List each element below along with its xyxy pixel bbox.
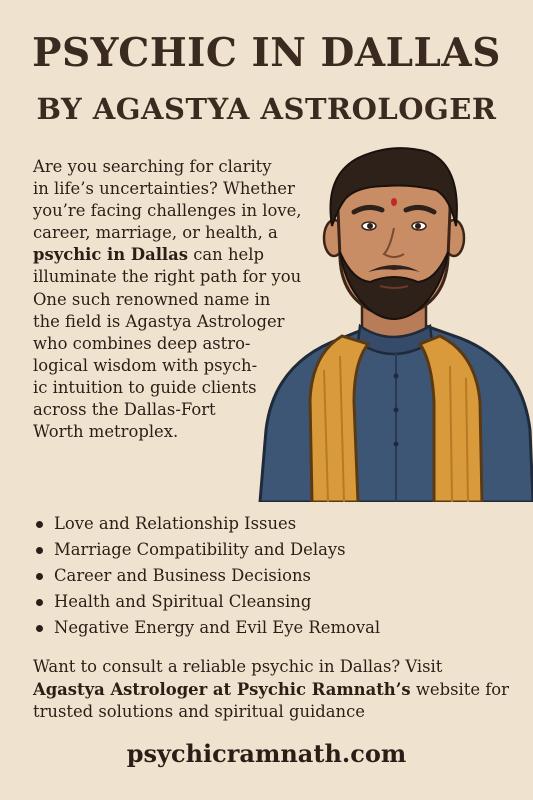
services-list xyxy=(34,511,380,641)
intro-line: in life’s uncertainties? Whether xyxy=(33,179,295,199)
intro-line: the field is Agastya Astrologer xyxy=(33,311,285,331)
website-link[interactable]: psychicramnath.com xyxy=(126,739,407,768)
outro-line: trusted solutions and spiritual guidance xyxy=(33,702,365,721)
intro-line: ic intuition to guide clients xyxy=(33,377,257,397)
intro-line: Are you searching for clarity xyxy=(33,157,272,176)
outro-line: Want to consult a reliable psychic in Dallas? Visit xyxy=(33,657,443,676)
list-item xyxy=(34,511,380,537)
keyword-bold: psychic in Dallas xyxy=(33,245,189,265)
page-title: PSYCHIC IN DALLAS xyxy=(32,30,501,76)
list-item xyxy=(34,537,380,563)
list-item xyxy=(34,615,380,641)
outro-text: website for xyxy=(410,679,509,699)
bullet-icon xyxy=(36,599,43,606)
service-label: Health and Spiritual Cleansing xyxy=(54,592,312,611)
outro-line xyxy=(33,679,513,702)
list-item xyxy=(34,563,380,589)
page-subtitle: BY AGASTYA ASTROLOGER xyxy=(36,92,497,126)
tilak-mark xyxy=(391,198,397,206)
intro-text: can help xyxy=(188,245,264,265)
list-item xyxy=(34,589,380,615)
intro-line: who combines deep astro- xyxy=(33,333,251,353)
service-label: Negative Energy and Evil Eye Removal xyxy=(54,618,381,637)
bullet-icon xyxy=(36,573,43,580)
intro-line: you’re facing challenges in love, xyxy=(33,201,302,221)
intro-line: career, marriage, or health, a xyxy=(33,223,278,243)
intro-line: Worth metroplex. xyxy=(33,422,179,442)
bullet-icon xyxy=(36,625,43,632)
intro-line: across the Dallas-Fort xyxy=(33,400,216,420)
intro-line: One such renowned name in xyxy=(33,289,271,309)
astrologer-portrait-illustration xyxy=(250,140,533,502)
intro-line: illuminate the right path for you xyxy=(33,267,302,287)
service-label: Love and Relationship Issues xyxy=(54,514,297,533)
bullet-icon xyxy=(36,521,43,528)
outro-paragraph xyxy=(33,656,513,724)
intro-line: logical wisdom with psych- xyxy=(33,355,258,375)
service-label: Career and Business Decisions xyxy=(54,566,311,585)
keyword-bold: Agastya Astrologer at Psychic Ramnath’s xyxy=(33,679,411,699)
service-label: Marriage Compatibility and Delays xyxy=(54,540,346,559)
bullet-icon xyxy=(36,547,43,554)
